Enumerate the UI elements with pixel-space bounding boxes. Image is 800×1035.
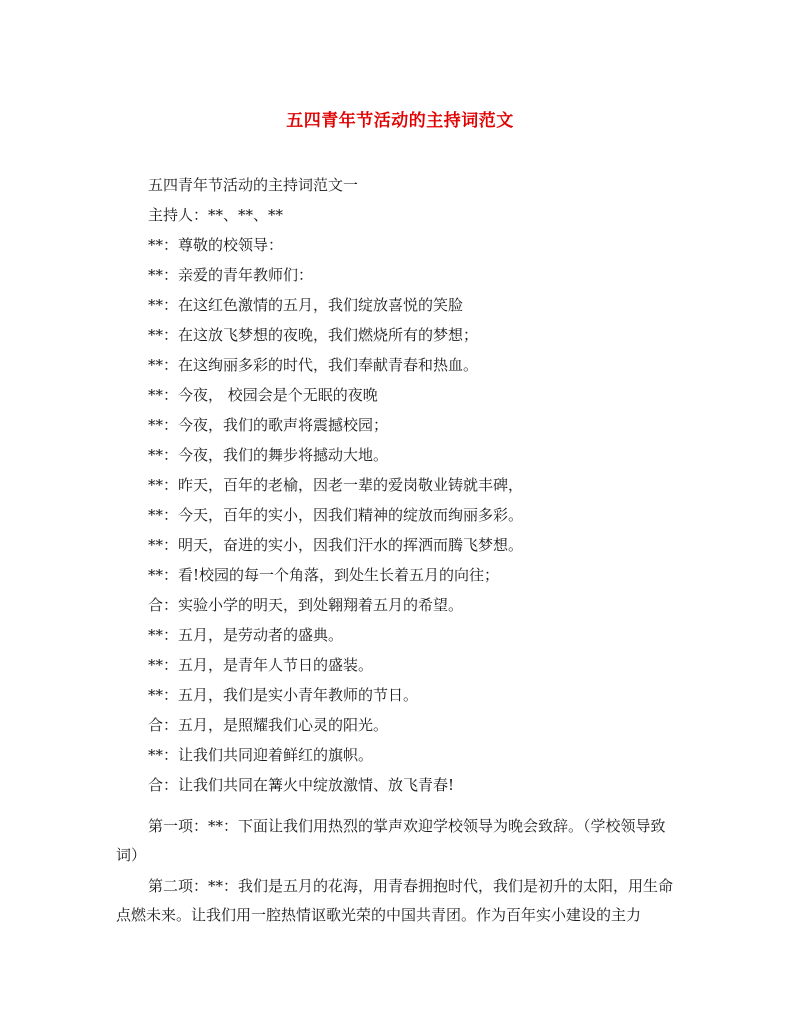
text-line: **：五月，是劳动者的盛典。	[148, 626, 344, 644]
text-line: **：在这红色激情的五月，我们绽放喜悦的笑脸	[148, 296, 464, 314]
text-line: 主持人：**、**、**	[148, 206, 284, 224]
text-line: 合：实验小学的明天，到处翱翔着五月的希望。	[148, 596, 464, 614]
text-line: **：在这绚丽多彩的时代，我们奉献青春和热血。	[148, 356, 479, 374]
text-line: **：在这放飞梦想的夜晚，我们燃烧所有的梦想；	[148, 326, 479, 344]
text-line: **：五月，我们是实小青年教师的节日。	[148, 686, 419, 704]
text-line: **：今夜，我们的舞步将撼动大地。	[148, 446, 389, 464]
text-line: **：让我们共同迎着鲜红的旗帜。	[148, 746, 374, 764]
text-line: **：尊敬的校领导：	[148, 236, 284, 254]
script-lines	[148, 170, 708, 800]
text-line: 合：让我们共同在篝火中绽放激情、放飞青春!	[148, 776, 455, 794]
text-line: **：今夜， 校园会是个无眠的夜晚	[148, 386, 378, 404]
text-line: **：今夜，我们的歌声将震撼校园；	[148, 416, 389, 434]
text-line: **：今天，百年的实小，因我们精神的绽放而绚丽多彩。	[148, 506, 524, 524]
document-title: 五四青年节活动的主持词范文	[286, 111, 514, 131]
paragraph-item-2: 第二项：**：我们是五月的花海，用青春拥抱时代，我们是初升的太阳，用生命点燃未来。让我们用一腔热情讴歌光荣的中国共青团。作为百年实小建设的主力	[116, 877, 674, 924]
text-line: 五四青年节活动的主持词范文一	[148, 176, 359, 194]
text-line: **：亲爱的青年教师们：	[148, 266, 314, 284]
text-line: **：五月，是青年人节日的盛装。	[148, 656, 374, 674]
text-line: **：昨天，百年的老榆，因老一辈的爱岗敬业铸就丰碑，	[148, 476, 524, 494]
text-line: 合：五月，是照耀我们心灵的阳光。	[148, 716, 389, 734]
text-line: **：看!校园的每一个角落，到处生长着五月的向往；	[148, 566, 500, 584]
paragraph-item-1: 第一项：**：下面让我们用热烈的掌声欢迎学校领导为晚会致辞。（学校领导致词）	[116, 817, 666, 864]
text-line: **：明天，奋进的实小，因我们汗水的挥洒而腾飞梦想。	[148, 536, 524, 554]
